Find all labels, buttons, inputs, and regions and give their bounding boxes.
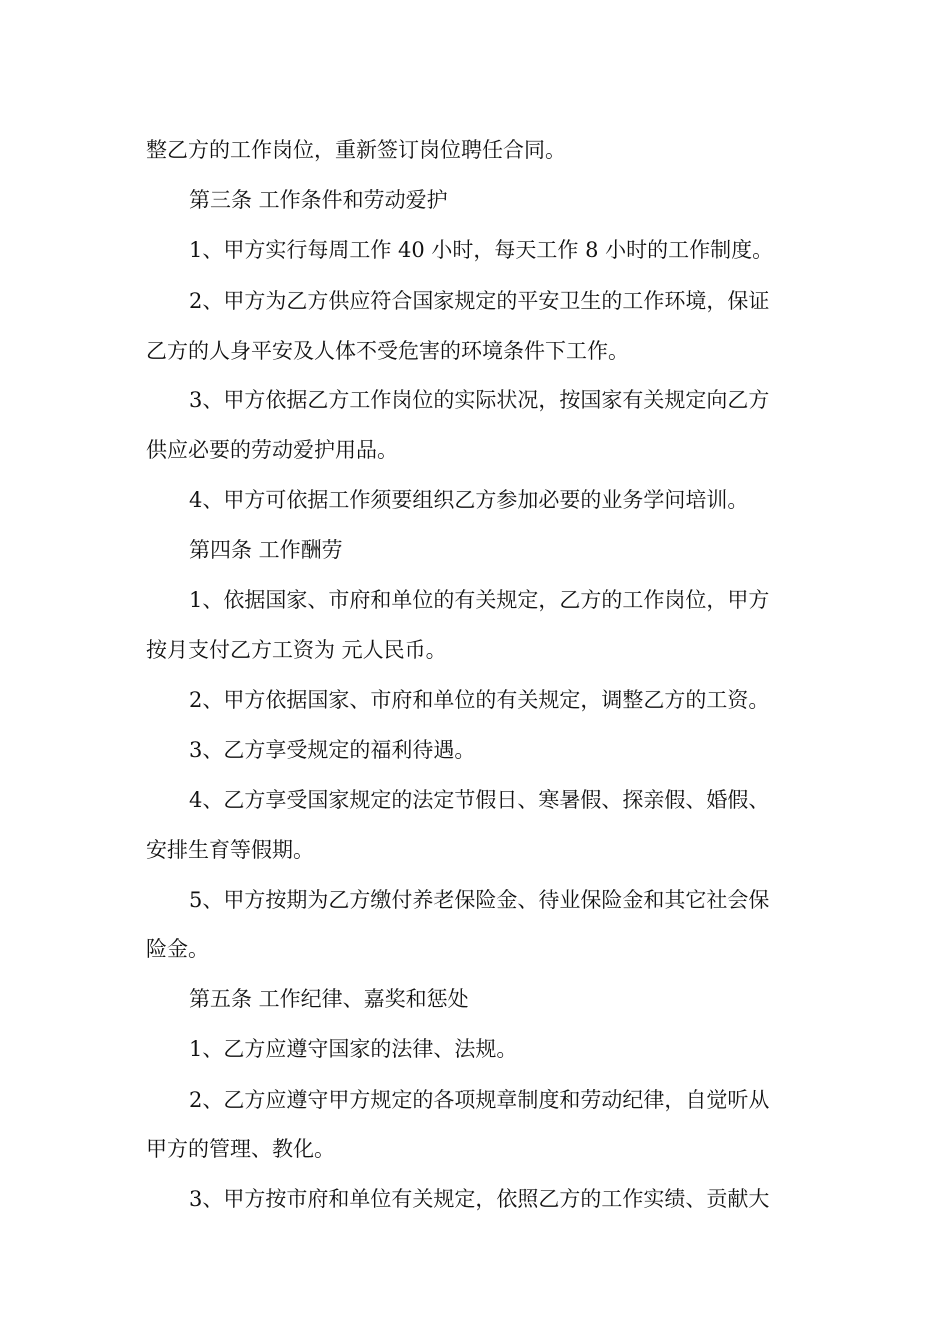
paragraph-line: 3、甲方依据乙方工作岗位的实际状况，按国家有关规定向乙方 [189, 388, 770, 412]
paragraph-line: 4、甲方可依据工作须要组织乙方参加必要的业务学问培训。 [189, 488, 749, 512]
paragraph-line: 甲方的管理、教化。 [146, 1137, 335, 1161]
paragraph-line: 整乙方的工作岗位，重新签订岗位聘任合同。 [146, 138, 566, 162]
paragraph-line: 2、甲方依据国家、市府和单位的有关规定，调整乙方的工资。 [189, 688, 770, 712]
paragraph-line: 险金。 [146, 937, 209, 961]
paragraph-line: 3、乙方享受规定的福利待遇。 [189, 738, 476, 762]
paragraph-line: 5、甲方按期为乙方缴付养老保险金、待业保险金和其它社会保 [189, 888, 770, 912]
paragraph-line: 1、依据国家、市府和单位的有关规定，乙方的工作岗位，甲方 [189, 588, 770, 612]
article-heading: 第三条 工作条件和劳动爱护 [189, 188, 448, 212]
paragraph-line: 安排生育等假期。 [146, 838, 314, 862]
paragraph-line: 2、甲方为乙方供应符合国家规定的平安卫生的工作环境，保证 [189, 289, 770, 313]
paragraph-line: 乙方的人身平安及人体不受危害的环境条件下工作。 [146, 339, 629, 363]
paragraph-line: 1、甲方实行每周工作 40 小时，每天工作 8 小时的工作制度。 [189, 238, 774, 262]
paragraph-line: 供应必要的劳动爱护用品。 [146, 438, 398, 462]
article-heading: 第五条 工作纪律、嘉奖和惩处 [189, 987, 469, 1011]
paragraph-line: 4、乙方享受国家规定的法定节假日、寒暑假、探亲假、婚假、 [189, 788, 770, 812]
paragraph-line: 2、乙方应遵守甲方规定的各项规章制度和劳动纪律，自觉听从 [189, 1088, 770, 1112]
paragraph-line: 1、乙方应遵守国家的法律、法规。 [189, 1037, 518, 1061]
paragraph-line: 3、甲方按市府和单位有关规定，依照乙方的工作实绩、贡献大 [189, 1187, 770, 1211]
paragraph-line: 按月支付乙方工资为 元人民币。 [146, 638, 447, 662]
article-heading: 第四条 工作酬劳 [189, 538, 343, 562]
